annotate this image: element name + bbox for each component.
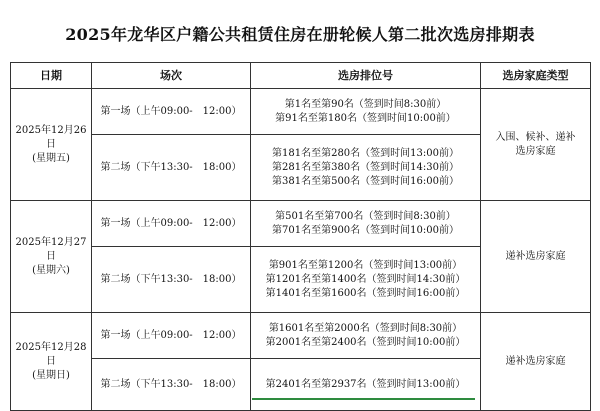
date-cell	[11, 313, 92, 411]
header-date: 日期	[11, 63, 92, 89]
schedule-table	[10, 62, 591, 411]
date-cell	[11, 89, 92, 201]
family-type-cell: 递补选房家庭	[481, 313, 591, 411]
date-cell	[11, 201, 92, 313]
date-text: 2025年12月26日	[15, 124, 87, 150]
rank-line: 第2001名至第2400名（签到时间10:00前）	[265, 336, 466, 348]
rank-line: 第1201名至第1400名（签到时间14:30前）	[265, 273, 466, 285]
family-type-cell: 入围、候补、递补选房家庭	[481, 89, 591, 201]
table-row	[11, 313, 591, 359]
rank-line: 第381名至第500名（签到时间16:00前）	[272, 175, 459, 187]
family-type-cell: 递补选房家庭	[481, 201, 591, 313]
session-cell: 第一场（上午09:00- 12:00）	[92, 313, 251, 359]
header-rank: 选房排位号	[251, 63, 481, 89]
rank-line: 第1401名至第1600名（签到时间16:00前）	[265, 287, 466, 299]
rank-line: 第91名至第180名（签到时间10:00前）	[275, 112, 456, 124]
session-cell: 第二场（下午13:30- 18:00）	[92, 359, 251, 411]
rank-cell	[251, 313, 481, 359]
table-row	[11, 201, 591, 247]
rank-cell	[251, 135, 481, 201]
rank-cell	[251, 201, 481, 247]
session-cell: 第一场（上午09:00- 12:00）	[92, 201, 251, 247]
rank-line: 第181名至第280名（签到时间13:00前）	[272, 147, 459, 159]
rank-line: 第2401名至第2937名（签到时间13:00前）	[265, 378, 466, 390]
rank-cell	[251, 359, 481, 411]
session-cell: 第二场（下午13:30- 18:00）	[92, 247, 251, 313]
header-session: 场次	[92, 63, 251, 89]
rank-line: 第501名至第700名（签到时间8:30前）	[275, 210, 456, 222]
date-text: 2025年12月28日	[15, 341, 87, 367]
weekday-text: (星期六)	[32, 264, 70, 276]
weekday-text: (星期日)	[32, 369, 70, 381]
rank-line: 第901名至第1200名（签到时间13:00前）	[268, 259, 463, 271]
session-cell: 第二场（下午13:30- 18:00）	[92, 135, 251, 201]
rank-line: 第1601名至第2000名（签到时间8:30前）	[268, 322, 463, 334]
rank-line: 第1名至第90名（签到时间8:30前）	[284, 98, 447, 110]
weekday-text: (星期五)	[32, 152, 70, 164]
rank-line: 第281名至第380名（签到时间14:30前）	[272, 161, 459, 173]
date-text: 2025年12月27日	[15, 236, 87, 262]
session-cell: 第一场（上午09:00- 12:00）	[92, 89, 251, 135]
rank-cell	[251, 89, 481, 135]
header-family-type: 选房家庭类型	[481, 63, 591, 89]
rank-cell	[251, 247, 481, 313]
table-header-row	[11, 63, 591, 89]
page-title: 2025年龙华区户籍公共租赁住房在册轮候人第二批次选房排期表	[65, 25, 535, 44]
rank-line: 第701名至第900名（签到时间10:00前）	[272, 224, 459, 236]
table-row	[11, 89, 591, 135]
